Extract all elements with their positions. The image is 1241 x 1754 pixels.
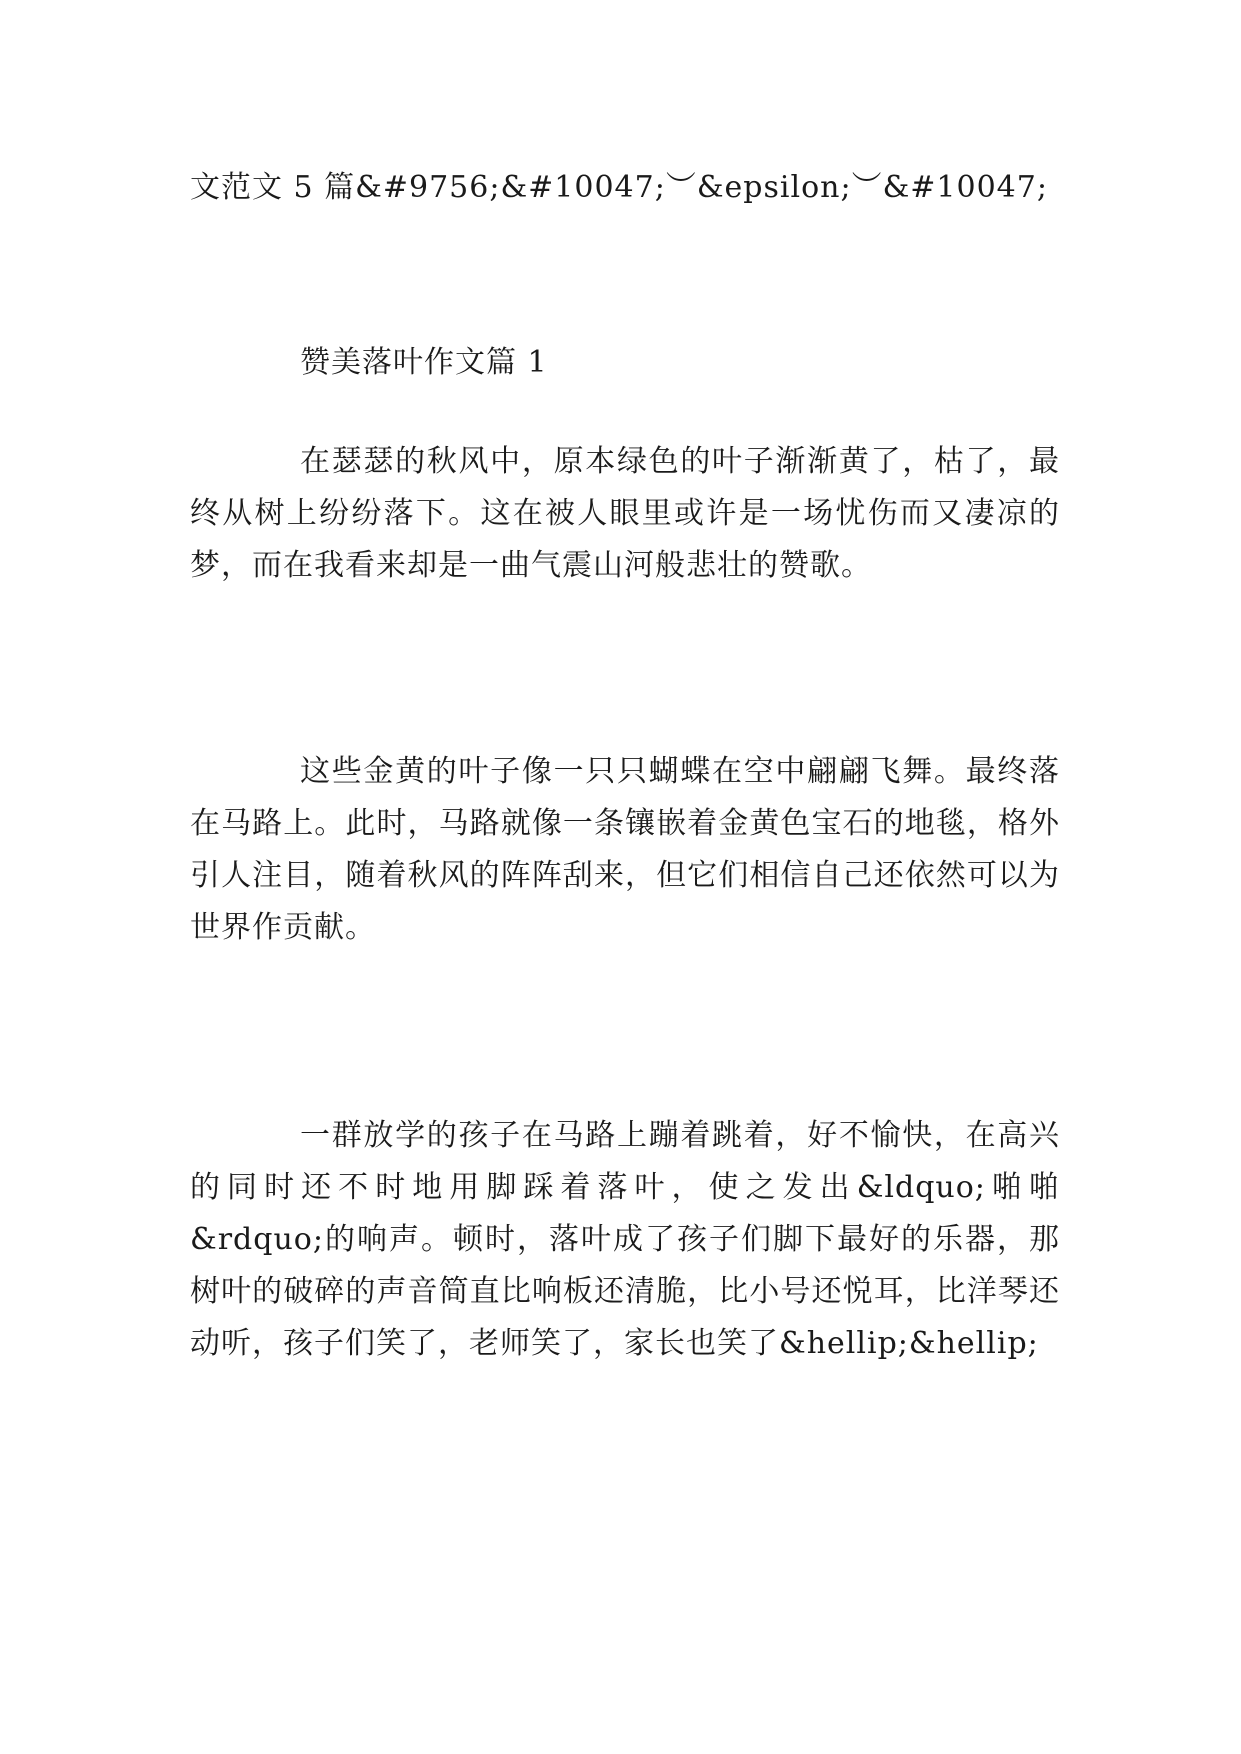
paragraph-2: 这些金黄的叶子像一只只蝴蝶在空中翩翩飞舞。最终落在马路上。此时，马路就像一条镶嵌着金黄色宝石的地毯，格外引人注目，随着秋风的阵阵刮来，但它们相信自己还依然可以为世界作贡献。: [190, 754, 1060, 945]
paragraph-3: 一群放学的孩子在马路上蹦着跳着，好不愉快，在高兴的同时还不时地用脚踩着落叶，使之发出&ldquo;啪啪&rdquo;的响声。顿时，落叶成了孩子们脚下最好的乐器，那树叶的破碎的声音简直比响板还清脆，比小号还悦耳，比洋琴还动听，孩子们笑了，老师笑了，家长也笑了&hellip;&hellip;: [190, 1118, 1060, 1361]
paragraph-1: 在瑟瑟的秋风中，原本绿色的叶子渐渐黄了，枯了，最终从树上纷纷落下。这在被人眼里或许是一场忧伤而又凄凉的梦，而在我看来却是一曲气震山河般悲壮的赞歌。: [190, 444, 1060, 583]
section-title: 赞美落叶作文篇 1: [300, 345, 548, 380]
continued-title-line: 文范文 5 篇&#9756;&#10047;︶&epsilon;︶&#10047;: [190, 170, 1048, 205]
